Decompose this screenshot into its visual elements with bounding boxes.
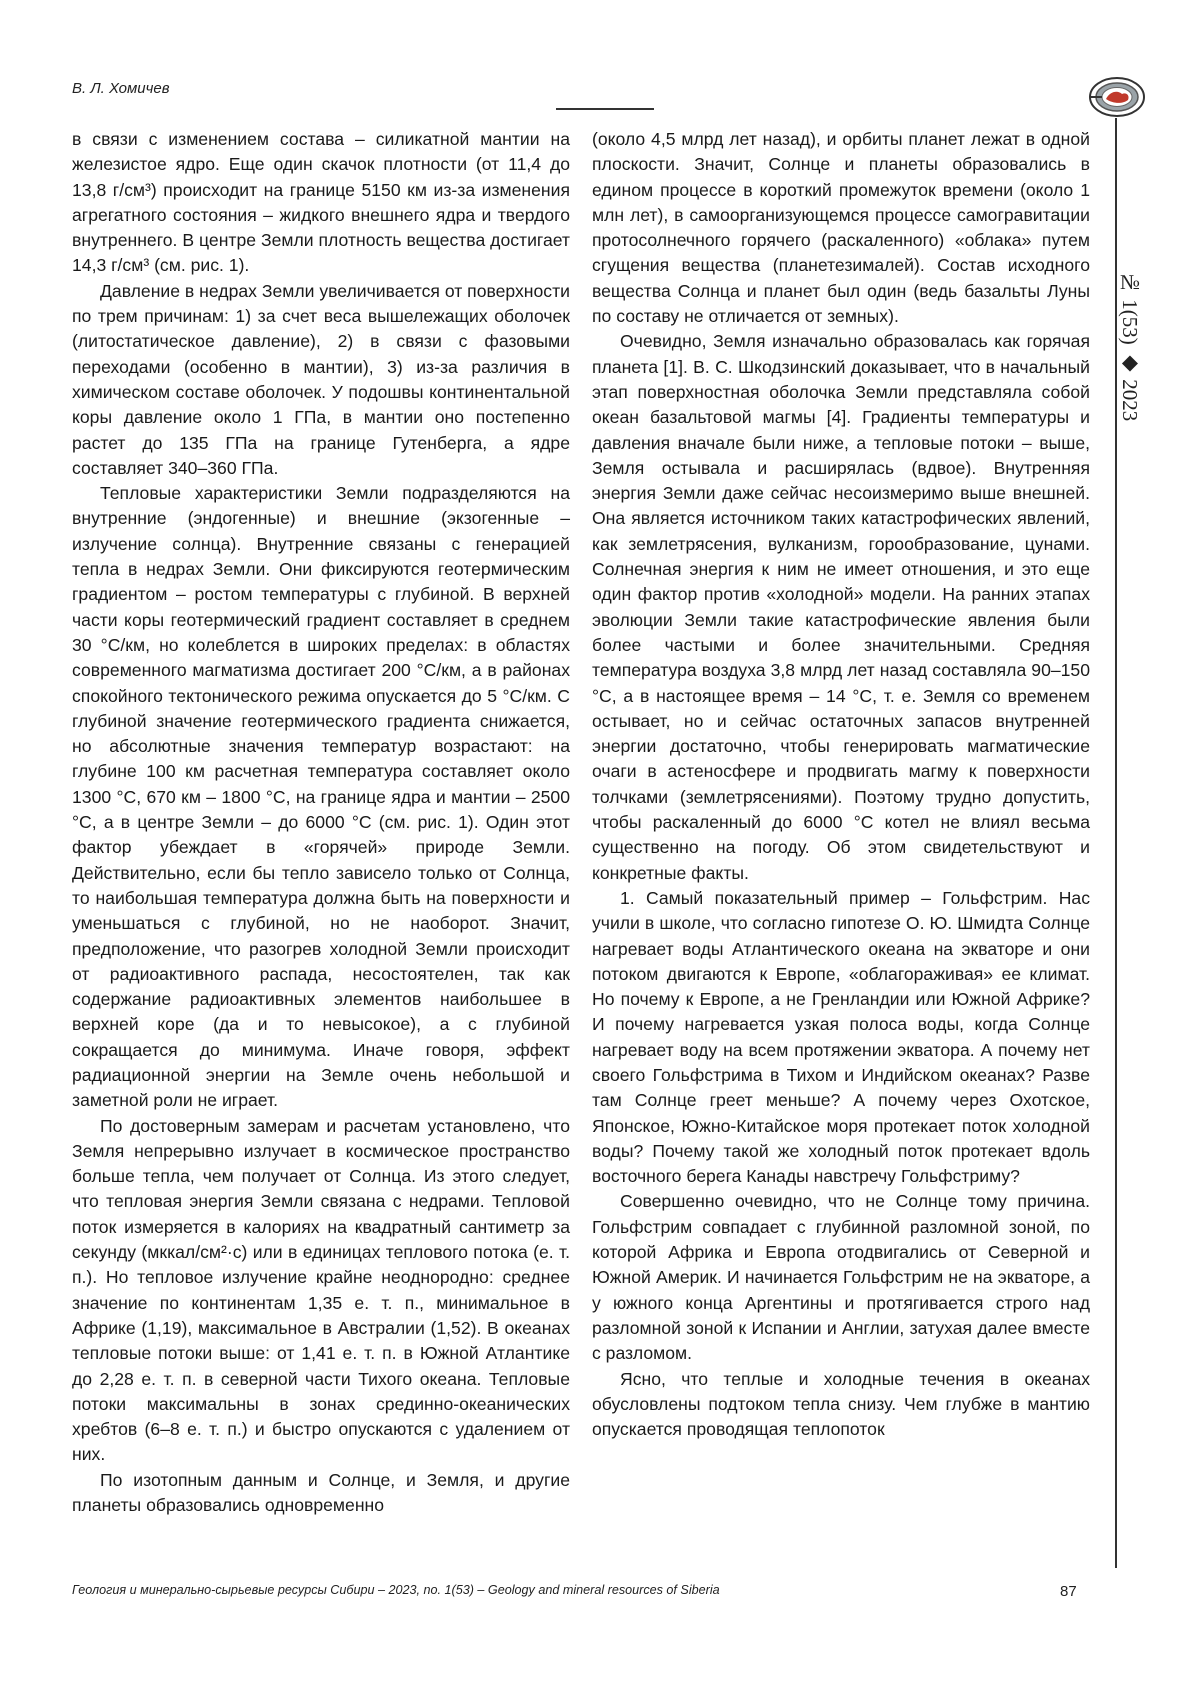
footer-citation: Геология и минерально-сырьевые ресурсы Сибири – 2023, no. 1(53) – Geology and mineral resources of Siberia (72, 1583, 720, 1597)
page-number: 87 (1060, 1583, 1077, 1600)
issue-number-vertical: № 1(53) ◆ 2023 (1118, 270, 1142, 422)
paragraph: Ясно, что теплые и холодные течения в океанах обусловлены подтоком тепла снизу. Чем глубже в мантию опускается проводящая теплопоток (592, 1368, 1090, 1440)
paragraph: По достоверным замерам и расчетам установлено, что Земля непрерывно излучает в космическое пространство больше тепла, чем получает от Солнца. Из этого следует, что тепловая энергия Земли связана с недрами. Тепловой поток измеряется в калориях на квадратный сантиметр за секунду (мккал/см²·с) или в единицах теплового потока (е. т. п.). Но тепловое излучение крайне неоднородно: среднее значение по континентам 1,35 е. т. п., минимальное в Африке (1,19), максимальное в Австралии (1,52). В океанах тепловые потоки выше: от 1,41 е. т. п. в Южной Атлантике до 2,28 е. т. п. в северной части Тихого океана. Тепловые потоки максимальны в зонах срединно-океанических хребтов (6–8 е. т. п.) и быстро опускаются с удалением от них. (72, 1115, 570, 1465)
paragraph: Совершенно очевидно, что не Солнце тому причина. Гольфстрим совпадает с глубинной разломной зоной, по которой Африка и Европа отодвигались от Северной и Южной Америк. И начинается Гольфстрим не на экваторе, а у южного конца Аргентины и протягивается строго над разломной зоной к Испании и Англии, затухая далее вместе с разломом. (592, 1191, 1090, 1364)
running-header-author: В. Л. Хомичев (72, 80, 170, 97)
paragraph: По изотопным данным и Солнце, и Земля, и другие планеты образовались одновременно (72, 1469, 570, 1516)
paragraph: Давление в недрах Земли увеличивается от поверхности по трем причинам: 1) за счет веса вышележащих оболочек (литостатическое давление), 2) в связи с фазовыми переходами (особенно в мантии), 3) из-за различия в химическом составе оболочек. У подошвы континентальной коры давление около 1 ГПа, в мантии оно постепенно растет до 135 ГПа на границе Гутенберга, а ядре составляет 340–360 ГПа. (72, 280, 570, 478)
paragraph: (около 4,5 млрд лет назад), и орбиты планет лежат в одной плоскости. Значит, Солнце и планеты образовались в едином процессе в короткий промежуток времени (около 1 млн лет), в самоорганизующемся процессе самогравитации протосолнечного горячего (раскаленного) «облака» путем сгущения вещества (планетезималей). Состав исходного вещества Солнца и планет был один (ведь базальты Луны по составу не отличается от земных). (592, 129, 1090, 327)
text-column-right (592, 127, 1090, 1442)
paragraph: Очевидно, Земля изначально образовалась как горячая планета [1]. В. С. Шкодзинский доказывает, что в начальный этап поверхностная оболочка Земли представляла собой океан базальтовой магмы [4]. Градиенты температуры и давления вначале были ниже, а тепловые потоки – выше, Земля остывала и расширялась (вдвое). Внутренняя энергия Земли даже сейчас несоизмеримо выше внешней. Она является источником таких катастрофических явлений, как землетрясения, вулканизм, горообразование, цунами. Солнечная энергия к ним не имеет отношения, и это еще один фактор против «холодной» модели. На ранних этапах эволюции Земли такие катастрофические явления были более частыми и более значительными. Средняя температура воздуха 3,8 млрд лет назад составляла 90–150 °С, а в настоящее время – 14 °С, т. е. Земля со временем остывает, но и сейчас остаточных запасов внутренней энергии достаточно, чтобы генерировать магматические очаги в астеносфере и продвигать магму к поверхности толчками (землетрясениями). Поэтому трудно допустить, чтобы раскаленный до 6000 °С котел не влиял весьма существенно на погоду. Об этом свидетельствуют и конкретные факты. (592, 331, 1090, 883)
journal-logo-icon (1088, 76, 1146, 118)
paragraph: Тепловые характеристики Земли подразделяются на внутренние (эндогенные) и внешние (экзогенные – излучение солнца). Внутренние связаны с генерацией тепла в недрах Земли. Они фиксируются геотермическим градиентом – ростом температуры с глубиной. В верхней части коры геотермический градиент составляет в среднем 30 °С/км, но колеблется в широких пределах: в областях современного магматизма достигает 200 °С/км, а в районах спокойного тектонического режима опускается до 5 °С/км. С глубиной значение геотермического градиента снижается, но абсолютные значения температур возрастают: на глубине 100 км расчетная температура составляет около 1300 °С, 670 км – 1800 °С, на границе ядра и мантии – 2500 °С, а в центре Земли – до 6000 °С (см. рис. 1). Один этот фактор убеждает в «горячей» природе Земли. Действительно, если бы тепло зависело только от Солнца, то наибольшая температура должна быть на поверхности и уменьшаться с глубиной, но не наоборот. Значит, предположение, что разогрев холодной Земли происходит от радиоактивного распада, несостоятелен, так как содержание радиоактивных элементов наибольшее в верхней коре (да и то невысокое), а с глубиной сокращается до минимума. Иначе говоря, эффект радиационной энергии на Земле очень небольшой и заметной роли не играет. (72, 483, 570, 1111)
paragraph: в связи с изменением состава – силикатной мантии на железистое ядро. Еще один скачок плотности (от 11,4 до 13,8 г/см³) происходит на границе 5150 км из-за изменения агрегатного состояния – жидкого внешнего ядра и твердого внутреннего. В центре Земли плотность вещества достигает 14,3 г/см³ (см. рис. 1). (72, 129, 570, 276)
text-column-left (72, 127, 570, 1518)
header-rule (556, 108, 654, 110)
paragraph: 1. Самый показательный пример – Гольфстрим. Нас учили в школе, что согласно гипотезе О. Ю. Шмидта Солнце нагревает воды Атлантического океана на экваторе и они потоком двигаются к Европе, «облагораживая» ее климат. Но почему к Европе, а не Гренландии или Южной Африке? И почему нагревается узкая полоса воды, когда Солнце нагревает воду на всем протяжении экватора. А почему нет своего Гольфстрима в Тихом и Индийском океанах? Разве там Солнце греет меньше? А почему через Охотское, Японское, Южно-Китайское моря протекает поток холодной воды? Почему такой же холодный поток протекает вдоль восточного берега Канады навстречу Гольфстриму? (592, 887, 1090, 1187)
